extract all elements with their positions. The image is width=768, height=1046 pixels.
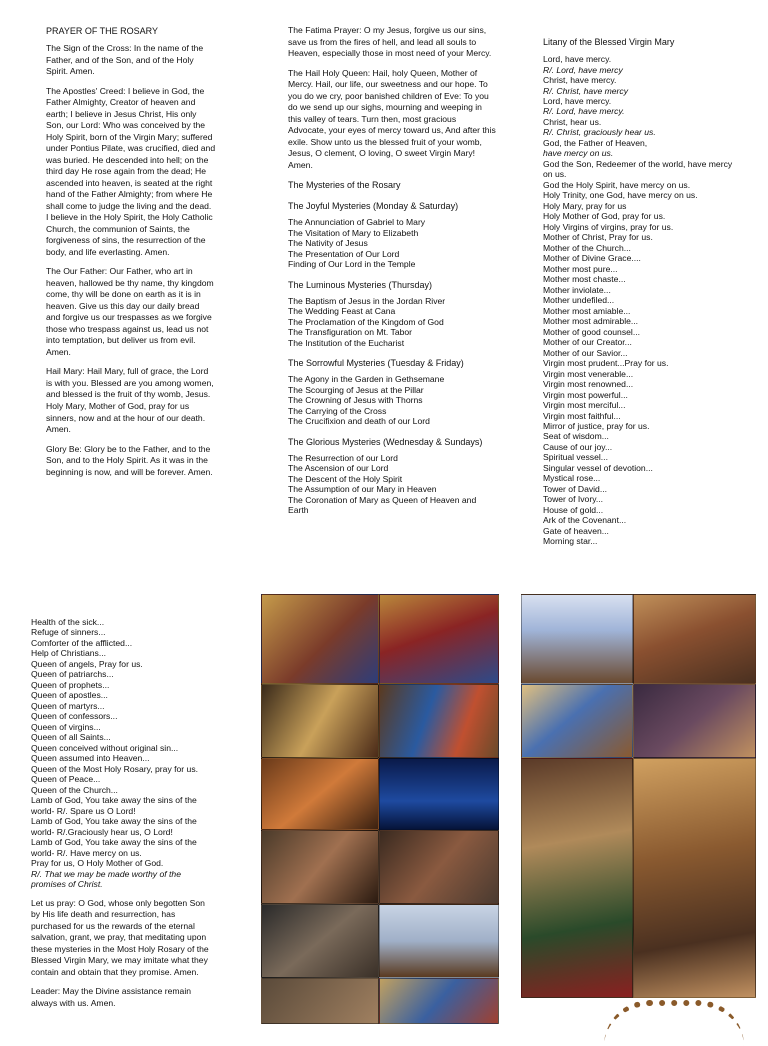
mystery-item: The Crucifixion and death of our Lord <box>288 416 430 427</box>
litany-line: Queen of virgins... <box>31 721 101 732</box>
mystery-item: The Ascension of our Lord <box>288 463 389 474</box>
litany-line: Mother most admirable... <box>543 316 639 327</box>
litany-line: Christ, have mercy. <box>543 75 617 86</box>
litany-line: Pray for us, O Holy Mother of God. <box>31 858 164 869</box>
litany-line: Virgin most merciful... <box>543 400 626 411</box>
litany-line: R/. Christ, have mercy <box>543 85 629 96</box>
litany-line: Help of Christians... <box>31 648 106 659</box>
mystery-item: The Presentation of Our Lord <box>288 248 400 259</box>
litany-line: House of gold... <box>543 504 604 515</box>
mysteries-heading: The Glorious Mysteries (Wednesday & Sundays) <box>288 436 483 447</box>
litany-line: Holy Mary, pray for us <box>543 200 627 211</box>
mystery-item: The Descent of the Holy Spirit <box>288 473 403 484</box>
mystery-item: The Transfiguration on Mt. Tabor <box>288 327 413 338</box>
agony-painting <box>261 830 379 904</box>
litany-line: Mother of the Church... <box>543 242 631 253</box>
litany-line: Health of the sick... <box>31 617 105 627</box>
litany-line: Queen assumed into Heaven... <box>31 753 150 764</box>
litany-line: God the Holy Spirit, have mercy on us. <box>543 179 691 190</box>
crowning-painting <box>261 904 379 978</box>
prayer-paragraph: The Sign of the Cross: In the name of the Father, and of the Son, and of the Holy Spirit. Amen. <box>46 43 204 77</box>
litany-line: R/. Christ, graciously hear us. <box>543 127 656 138</box>
mysteries-list <box>288 217 496 269</box>
prayer-paragraph: The Apostles' Creed: I believe in God, the Father Almighty, Creator of heaven and earth; I believe in Jesus Christ, His only Son, our Lord: Who was conceived by the Holy Spirit, born of the Virgin Mary; suffered under Pontius Pilate, was crucified, died and was buried. He descended into hell; on the third day He rose again from the dead; He ascended into heaven, is seated at the right hand of the Father Almighty; from where He shall come to judge the living and the dead. I believe in the Holy Spirit, the Holy Catholic Church, the communion of Saints, the forgiveness of sins, the resurrection of the body, and life everlasting. Amen. <box>46 85 216 257</box>
baptism-painting <box>379 758 499 830</box>
coronation-painting <box>633 684 756 758</box>
mysteries-title: The Mysteries of the Rosary <box>288 180 401 191</box>
mysteries-heading: The Joyful Mysteries (Monday & Saturday) <box>288 201 459 212</box>
leader-line: Leader: May the Divine assistance remain always with us. Amen. <box>31 986 192 1008</box>
mysteries-heading: The Sorrowful Mysteries (Tuesday & Friday) <box>288 358 464 369</box>
prayer-paragraph: The Fatima Prayer: O my Jesus, forgive us our sins, save us from the fires of hell, and lead all souls to Heaven, especially those in most need of your Mercy. <box>288 25 492 59</box>
mysteries-heading: The Luminous Mysteries (Thursday) <box>288 279 433 290</box>
temple-painting <box>261 758 379 830</box>
litany-line: Queen conceived without original sin... <box>31 742 179 753</box>
mystery-item: The Nativity of Jesus <box>288 238 368 249</box>
prayer-paragraph: Hail Mary: Hail Mary, full of grace, the Lord is with you. Blessed are you among women, and blessed is the fruit of thy womb, Jesus. Holy Mary, Mother of God, pray for us sinners, now and at the hour of our death. Amen. <box>46 366 214 435</box>
litany-line: Mother most amiable... <box>543 305 631 316</box>
litany-line: Virgin most venerable... <box>543 368 634 379</box>
mystery-item: The Resurrection of our Lord <box>288 452 398 463</box>
pentecost-painting <box>633 594 756 684</box>
litany-line: Seat of wisdom... <box>543 431 609 442</box>
assumption-painting <box>521 684 633 758</box>
mystery-item: The Annunciation of Gabriel to Mary <box>288 217 426 228</box>
mysteries-list <box>288 453 496 516</box>
mysteries-list <box>288 374 496 426</box>
prayer-list <box>46 43 216 478</box>
litany-line: Lamb of God, You take away the sins of the world- R/. Have mercy on us. <box>31 837 197 858</box>
page-title: PRAYER OF THE ROSARY <box>46 26 159 36</box>
mystery-item: The Crowning of Jesus with Thorns <box>288 395 423 406</box>
let-us-pray: Let us pray: O God, whose only begotten Son by His life death and resurrection, has purchased for us the rewards of the eternal salvation, grant, we pray, that meditating upon these mysteries in the Most Holy Rosary of the Blessed Virgin Mary, we may imitate what they contain and obtain that they promise. Amen. <box>31 897 209 977</box>
litany-line: Mother of our Creator... <box>543 337 632 348</box>
column-mysteries <box>288 25 496 516</box>
litany-line: Queen of Peace... <box>31 774 101 785</box>
litany-line: Virgin most faithful... <box>543 410 621 421</box>
visitation-painting <box>379 594 499 684</box>
crucifixion-painting <box>379 904 499 978</box>
litany-line: Queen of prophets... <box>31 679 110 690</box>
litany-line: Virgin most powerful... <box>543 389 628 400</box>
litany-line: Queen of angels, Pray for us. <box>31 658 143 669</box>
painting-collage-mysteries <box>261 594 499 1024</box>
prayer-paragraph: Glory Be: Glory be to the Father, and to the Son, and to the Holy Spirit. As it was in the beginning is now, and will be forever. Amen. <box>46 443 213 477</box>
scourging-painting <box>379 830 499 904</box>
litany-line: have mercy on us. <box>543 148 614 159</box>
litany-line: Mother most chaste... <box>543 274 626 285</box>
litany-line: R/. That we may be made worthy of the promises of Christ. <box>31 868 181 890</box>
litany-line: Mother undefiled... <box>543 295 615 306</box>
litany-line: God, the Father of Heaven, <box>543 137 648 148</box>
litany-line: Holy Mother of God, pray for us. <box>543 211 666 222</box>
mystery-item: The Coronation of Mary as Queen of Heaven and Earth <box>288 494 477 516</box>
litany-line: Spiritual vessel... <box>543 452 608 463</box>
litany-line: Gate of heaven... <box>543 525 609 536</box>
litany-line: Lamb of God, You take away the sins of the world- R/.Graciously hear us, O Lord! <box>31 816 197 837</box>
painting-collage-glorious <box>521 594 756 998</box>
litany-line: Comforter of the afflicted... <box>31 637 133 648</box>
litany-line: Queen of confessors... <box>31 711 118 722</box>
resurrection-painting <box>379 978 499 1024</box>
prayer-paragraph: The Hail Holy Queen: Hail, holy Queen, Mother of Mercy. Hail, our life, our sweetness and our hope. To you do we cry, poor banished children of Eve: To you do we send up our sighs, mourning and weeping in this valley of tears. Turn then, most gracious Advocate, your eyes of mercy toward us, And after this exile. Show unto us the blessed fruit of your womb, Jesus, O clement, O loving, O sweet Virgin Mary! Amen. <box>288 67 496 170</box>
mystery-item: The Baptism of Jesus in the Jordan River <box>288 295 446 306</box>
column-litany <box>543 36 733 547</box>
litany-lines <box>543 54 733 547</box>
litany-line: Mirror of justice, pray for us. <box>543 421 650 431</box>
rosary-beads <box>604 1000 744 1046</box>
litany-line: Singular vessel of devotion... <box>543 462 653 473</box>
mystery-item: The Visitation of Mary to Elizabeth <box>288 227 419 238</box>
prayer-list-2 <box>288 25 496 171</box>
virgin-mary-roses-painting <box>521 758 633 998</box>
mystery-item: The Wedding Feast at Cana <box>288 306 396 317</box>
ascension-painting <box>521 594 633 684</box>
litany-line: Tower of David... <box>543 483 607 494</box>
litany-lines-2 <box>31 617 215 890</box>
good-shepherd-painting <box>633 758 756 998</box>
litany-title: Litany of the Blessed Virgin Mary <box>543 37 675 47</box>
litany-line: R/. Lord, have mercy. <box>543 106 625 117</box>
litany-line: Ark of the Covenant... <box>543 515 627 526</box>
litany-line: Mother of Christ, Pray for us. <box>543 232 653 243</box>
annunciation-painting <box>261 594 379 684</box>
litany-line: Queen of patriarchs... <box>31 669 114 680</box>
litany-line: Morning star... <box>543 536 598 547</box>
litany-line: Holy Virgins of virgins, pray for us. <box>543 221 674 232</box>
litany-line: Lamb of God, You take away the sins of the world- R/. Spare us O Lord! <box>31 795 197 816</box>
litany-line: Virgin most prudent...Pray for us. <box>543 358 669 369</box>
column-litany-continued <box>31 617 215 1015</box>
mystery-item: The Institution of the Eucharist <box>288 337 405 348</box>
litany-line: Queen of martyrs... <box>31 700 105 711</box>
mystery-item: The Assumption of our Mary in Heaven <box>288 484 437 495</box>
litany-line: Mother of good counsel... <box>543 326 640 337</box>
mystery-item: The Proclamation of the Kingdom of God <box>288 316 444 327</box>
column-prayers <box>46 25 216 486</box>
litany-line: Tower of Ivory... <box>543 494 604 505</box>
litany-line: Lord, have mercy. <box>543 54 612 65</box>
litany-line: Christ, hear us. <box>543 116 602 127</box>
mysteries-list <box>288 296 496 348</box>
litany-line: Virgin most renowned... <box>543 379 634 390</box>
litany-line: Holy Trinity, one God, have mercy on us. <box>543 190 698 201</box>
litany-line: Lord, have mercy. <box>543 95 612 106</box>
litany-line: Mother most pure... <box>543 263 618 274</box>
litany-line: Queen of apostles... <box>31 690 108 701</box>
mystery-item: Finding of Our Lord in the Temple <box>288 259 416 270</box>
litany-line: R/. Lord, have mercy <box>543 64 623 75</box>
carrying-cross-painting <box>261 978 379 1024</box>
litany-line: Refuge of sinners... <box>31 627 106 638</box>
mystery-item: The Agony in the Garden in Gethsemane <box>288 374 445 385</box>
litany-line: Cause of our joy... <box>543 441 613 452</box>
litany-line: Mother of Divine Grace.... <box>543 253 641 264</box>
mysteries-groups <box>288 200 496 515</box>
litany-line: Queen of all Saints... <box>31 732 111 743</box>
presentation-painting <box>379 684 499 758</box>
nativity-painting <box>261 684 379 758</box>
litany-line: God the Son, Redeemer of the world, have mercy on us. <box>543 158 733 180</box>
litany-line: Mother of our Savior... <box>543 347 628 358</box>
litany-line: Queen of the Church... <box>31 784 118 795</box>
mystery-item: The Carrying of the Cross <box>288 405 387 416</box>
litany-line: Mother inviolate... <box>543 284 611 295</box>
mystery-item: The Scourging of Jesus at the Pillar <box>288 384 424 395</box>
litany-line: Mystical rose... <box>543 473 601 484</box>
litany-line: Queen of the Most Holy Rosary, pray for us. <box>31 763 199 774</box>
prayer-paragraph: The Our Father: Our Father, who art in heaven, hallowed be thy name, thy kingdom come, thy will be done on earth as it is in heaven. Give us this day our daily bread and forgive us our trespasses as we forgive those who trespass against us, lead us not into temptation, but deliver us from evil. Amen. <box>46 266 214 357</box>
